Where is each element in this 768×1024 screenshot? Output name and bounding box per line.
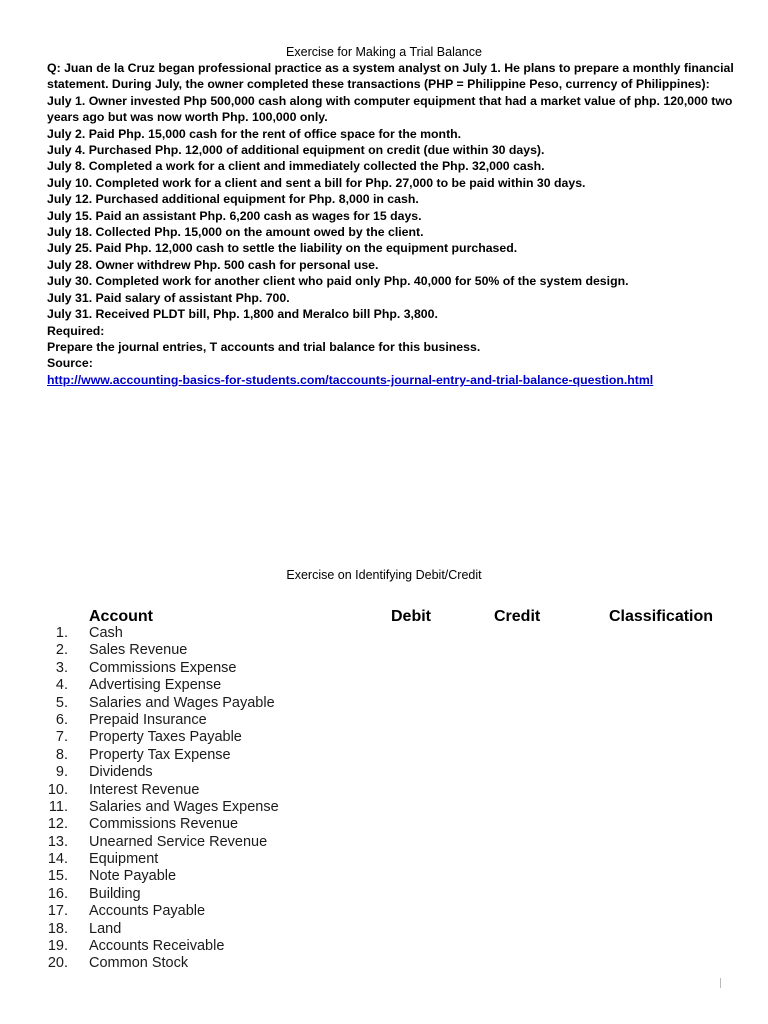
list-item — [0, 782, 768, 799]
account-list — [0, 625, 768, 973]
transaction-line: July 8. Completed a work for a client and immediately collected the Php. 32,000 cash. — [47, 159, 545, 174]
account-name: Property Tax Expense — [89, 746, 231, 763]
account-name: Cash — [89, 625, 123, 641]
account-name: Interest Revenue — [89, 781, 200, 798]
header-classification: Classification — [609, 608, 714, 625]
source-label: Source: — [47, 356, 93, 371]
list-item — [0, 695, 768, 712]
item-number: 18. — [47, 920, 68, 937]
item-number: 4. — [55, 677, 68, 694]
exercise1-body — [47, 60, 737, 388]
transaction-line: July 28. Owner withdrew Php. 500 cash for personal use. — [47, 257, 379, 272]
list-item — [0, 955, 768, 972]
transaction-line: July 12. Purchased additional equipment for Php. 8,000 in cash. — [47, 192, 419, 207]
transaction-line: July 15. Paid an assistant Php. 6,200 cash as wages for 15 days. — [47, 208, 422, 223]
page-edge-mark — [720, 978, 721, 988]
list-item — [0, 712, 768, 729]
question-text: Q: Juan de la Cruz began professional practice as a system analyst on July 1. He plans to prepare a monthly financial statement. During July, the owner completed these transactions (PHP = Philippine Peso, currency of Philippines): — [47, 61, 734, 92]
exercise1-title: Exercise for Making a Trial Balance — [286, 45, 482, 59]
item-number: 17. — [47, 903, 68, 920]
account-name: Salaries and Wages Payable — [89, 694, 275, 711]
header-account: Account — [89, 608, 153, 625]
list-item — [0, 816, 768, 833]
transaction-line: July 10. Completed work for a client and sent a bill for Php. 27,000 to be paid within 30 days. — [47, 175, 586, 190]
account-name: Commissions Expense — [89, 659, 237, 676]
list-item — [0, 799, 768, 816]
item-number: 11. — [48, 798, 68, 815]
source-link[interactable]: http://www.accounting-basics-for-students.com/taccounts-journal-entry-and-trial-balance-question.html — [47, 372, 654, 387]
item-number: 8. — [55, 746, 68, 763]
list-item — [0, 886, 768, 903]
account-name: Advertising Expense — [89, 677, 222, 694]
transaction-line: July 31. Paid salary of assistant Php. 700. — [47, 290, 290, 305]
list-item — [0, 921, 768, 938]
list-item — [0, 660, 768, 677]
account-name: Property Taxes Payable — [89, 729, 242, 746]
account-name: Prepaid Insurance — [89, 711, 207, 728]
item-number: 5. — [55, 694, 68, 711]
item-number: 20. — [47, 955, 68, 972]
item-number: 2. — [55, 642, 68, 659]
list-item — [0, 747, 768, 764]
list-item — [0, 764, 768, 781]
item-number: 13. — [47, 833, 68, 850]
account-name: Unearned Service Revenue — [89, 833, 268, 850]
account-name: Note Payable — [89, 868, 177, 885]
required-label: Required: — [47, 323, 105, 338]
item-number: 10. — [47, 781, 68, 798]
account-name: Salaries and Wages Expense — [89, 798, 279, 815]
account-name: Accounts Receivable — [89, 938, 225, 955]
account-name: Building — [89, 885, 141, 902]
list-item — [0, 677, 768, 694]
account-name: Common Stock — [89, 955, 189, 972]
header-debit: Debit — [391, 608, 431, 625]
transaction-line: July 31. Received PLDT bill, Php. 1,800 and Meralco bill Php. 3,800. — [47, 307, 438, 322]
transaction-line: July 18. Collected Php. 15,000 on the amount owed by the client. — [47, 225, 424, 240]
account-name: Dividends — [89, 764, 153, 781]
account-table-header — [0, 607, 768, 627]
account-name: Commissions Revenue — [89, 816, 239, 833]
transaction-line: July 30. Completed work for another client who paid only Php. 40,000 for 50% of the system design. — [47, 274, 629, 289]
item-number: 19. — [47, 938, 68, 955]
required-text: Prepare the journal entries, T accounts and trial balance for this business. — [47, 339, 481, 354]
list-item — [0, 729, 768, 746]
source-line — [47, 372, 737, 388]
list-item — [0, 625, 768, 642]
item-number: 3. — [55, 659, 68, 676]
item-number: 9. — [55, 764, 68, 781]
list-item — [0, 642, 768, 659]
transaction-line: July 25. Paid Php. 12,000 cash to settle the liability on the equipment purchased. — [47, 241, 518, 256]
account-name: Accounts Payable — [89, 903, 206, 920]
item-number: 15. — [47, 868, 68, 885]
item-number: 12. — [47, 816, 68, 833]
list-item — [0, 938, 768, 955]
exercise2-title: Exercise on Identifying Debit/Credit — [286, 568, 482, 582]
list-item — [0, 903, 768, 920]
item-number: 7. — [55, 729, 68, 746]
account-name: Sales Revenue — [89, 642, 188, 659]
item-number: 14. — [47, 851, 68, 868]
item-number: 1. — [55, 625, 68, 641]
transaction-line: July 4. Purchased Php. 12,000 of additional equipment on credit (due within 30 days). — [47, 143, 545, 158]
account-name: Land — [89, 920, 122, 937]
transaction-line: July 2. Paid Php. 15,000 cash for the rent of office space for the month. — [47, 126, 462, 141]
item-number: 16. — [47, 885, 68, 902]
item-number: 6. — [55, 711, 68, 728]
list-item — [0, 851, 768, 868]
transaction-line: July 1. Owner invested Php 500,000 cash along with computer equipment that had a market value of php. 120,000 two years ago but was now worth Php. 100,000 only. — [47, 93, 733, 125]
list-item — [0, 868, 768, 885]
list-item — [0, 834, 768, 851]
account-name: Equipment — [89, 851, 159, 868]
header-credit: Credit — [494, 608, 541, 625]
